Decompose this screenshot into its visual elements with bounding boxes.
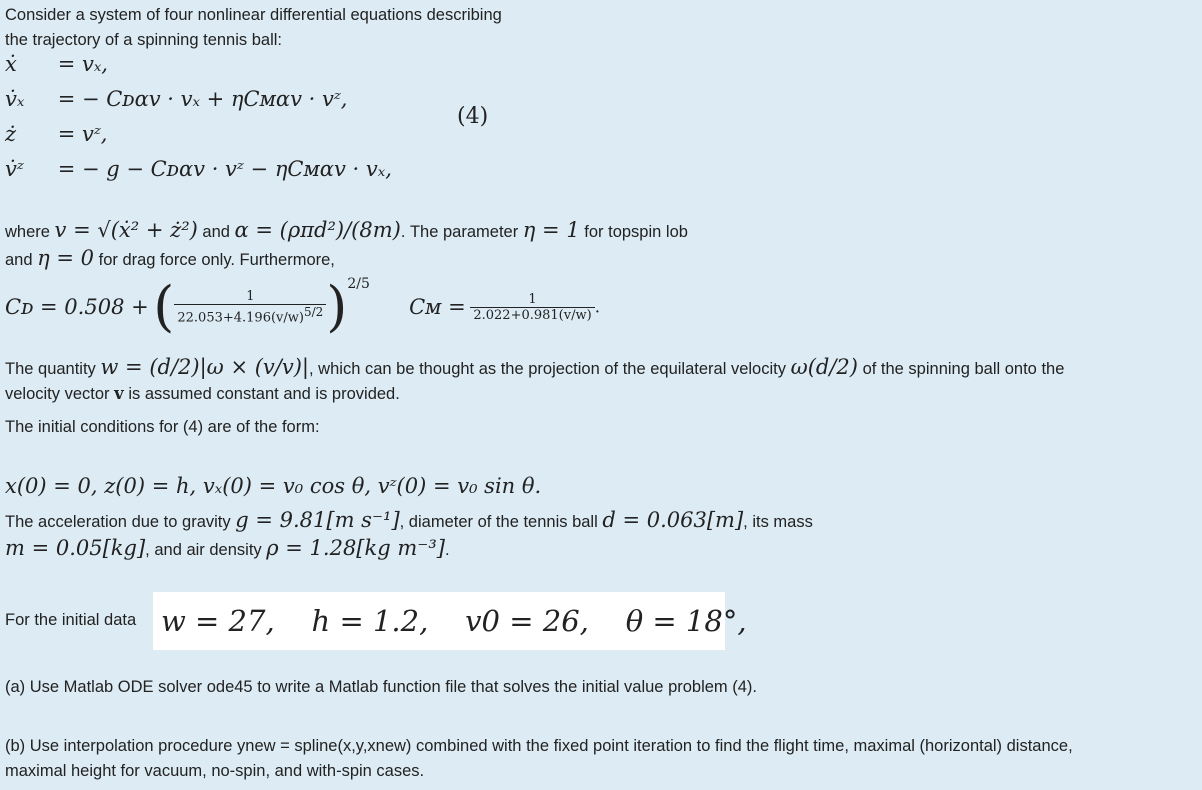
equation-rhs: = vₓ,: [57, 52, 108, 76]
intro-line-1: Consider a system of four nonlinear differential equations describing: [5, 6, 502, 24]
part-b-line-2: maximal height for vacuum, no-spin, and with-spin cases.: [5, 762, 425, 780]
part-b-line-1: (b) Use interpolation procedure ynew = spline(x,y,xnew) combined with the fixed point iteration to find the flight time, maximal (horizontal) distance,: [5, 737, 1073, 755]
w-definition: w = (d/2)|ω × (v/v)|: [100, 355, 310, 379]
velocity-vector-symbol: v: [114, 384, 124, 403]
initial-heading: The initial conditions for (4) are of the form:: [5, 418, 320, 436]
drag-text: for drag force only. Furthermore,: [98, 251, 335, 269]
quantity-line-2: [5, 384, 400, 404]
coefficient-formulas: [5, 275, 600, 350]
eta-zero: η = 0: [37, 246, 95, 270]
gravity-value: g = 9.81[m s⁻¹]: [235, 508, 400, 532]
equation-row-1: [5, 52, 108, 76]
gravity-text: The acceleration due to gravity: [5, 513, 231, 531]
eta-one: η = 1: [522, 218, 580, 242]
where-text: where: [5, 223, 50, 241]
density-text: , and air density: [145, 541, 262, 559]
and-text: and: [202, 223, 230, 241]
initial-data-box: [153, 592, 747, 650]
cm-end: .: [594, 297, 600, 317]
left-paren: (: [153, 275, 175, 338]
omega-expression: ω(d/2): [790, 355, 858, 379]
diameter-text: , diameter of the tennis ball: [399, 513, 598, 531]
constants-line-2: [5, 536, 450, 560]
where-line-2: [5, 246, 335, 270]
cd-lhs: Cᴅ = 0.508 +: [5, 295, 149, 319]
and-text-2: and: [5, 251, 33, 269]
right-paren: ): [326, 275, 348, 338]
period: .: [444, 541, 450, 559]
equation-lhs: ż: [5, 122, 17, 146]
cm-denominator: 2.022+0.981(v/w): [473, 307, 592, 323]
constant-text: is assumed constant and is provided.: [128, 385, 400, 403]
mass-text: , its mass: [743, 513, 813, 531]
alpha-definition: α = (ρπd²)/(8m): [234, 218, 401, 242]
equation-lhs: ẋ: [5, 52, 17, 76]
cm-lhs: Cᴍ =: [409, 295, 466, 319]
equation-rhs: = − g − Cᴅαv · vᶻ − ηCᴍαv · vₓ,: [57, 157, 392, 181]
cm-numerator: 1: [470, 292, 594, 308]
quantity-text-2: , which can be thought as the projection of the equilateral velocity: [309, 360, 786, 378]
equation-rhs: = − Cᴅαv · vₓ + ηCᴍαv · vᶻ,: [57, 87, 348, 111]
cd-denominator-text: 22.053+4.196(v/w): [177, 310, 304, 326]
cd-numerator: 1: [174, 289, 326, 305]
equation-lhs: v̇ₓ: [5, 87, 25, 111]
part-a: (a) Use Matlab ODE solver ode45 to write a Matlab function file that solves the initial value problem (4).: [5, 678, 758, 696]
initial-data-values: w = 27, h = 1.2, v0 = 26, θ = 18°,: [161, 604, 747, 638]
initial-conditions: x(0) = 0, z(0) = h, vₓ(0) = v₀ cos θ, vᶻ(0) = v₀ sin θ.: [5, 474, 542, 498]
equation-lhs: v̇ᶻ: [5, 157, 24, 181]
equation-number: (4): [457, 104, 489, 129]
parameter-text: . The parameter: [400, 223, 519, 241]
quantity-line-1: [5, 355, 1064, 379]
initial-data-label: For the initial data: [5, 611, 137, 629]
quantity-text-1: The quantity: [5, 360, 96, 378]
topspin-text: for topspin lob: [584, 223, 688, 241]
cd-inner-exponent: 5/2: [303, 304, 324, 319]
where-line-1: [5, 218, 688, 242]
equation-row-3: [5, 122, 107, 146]
equation-row-2: [5, 87, 347, 111]
equation-row-4: [5, 157, 392, 181]
velocity-vector-text: velocity vector: [5, 385, 110, 403]
equation-rhs: = vᶻ,: [57, 122, 108, 146]
intro-line-2: the trajectory of a spinning tennis ball:: [5, 31, 282, 49]
v-definition: v = √(ẋ² + ż²): [54, 218, 198, 242]
mass-value: m = 0.05[kg]: [5, 536, 146, 560]
diameter-value: d = 0.063[m]: [602, 508, 744, 532]
cd-exponent: 2/5: [347, 276, 370, 292]
cm-fraction: [470, 292, 594, 323]
quantity-text-3: of the spinning ball onto the: [862, 360, 1065, 378]
cd-fraction: [174, 289, 326, 325]
cd-denominator: [174, 305, 326, 325]
density-value: ρ = 1.28[kg m⁻³]: [266, 536, 445, 560]
constants-line-1: [5, 508, 813, 532]
